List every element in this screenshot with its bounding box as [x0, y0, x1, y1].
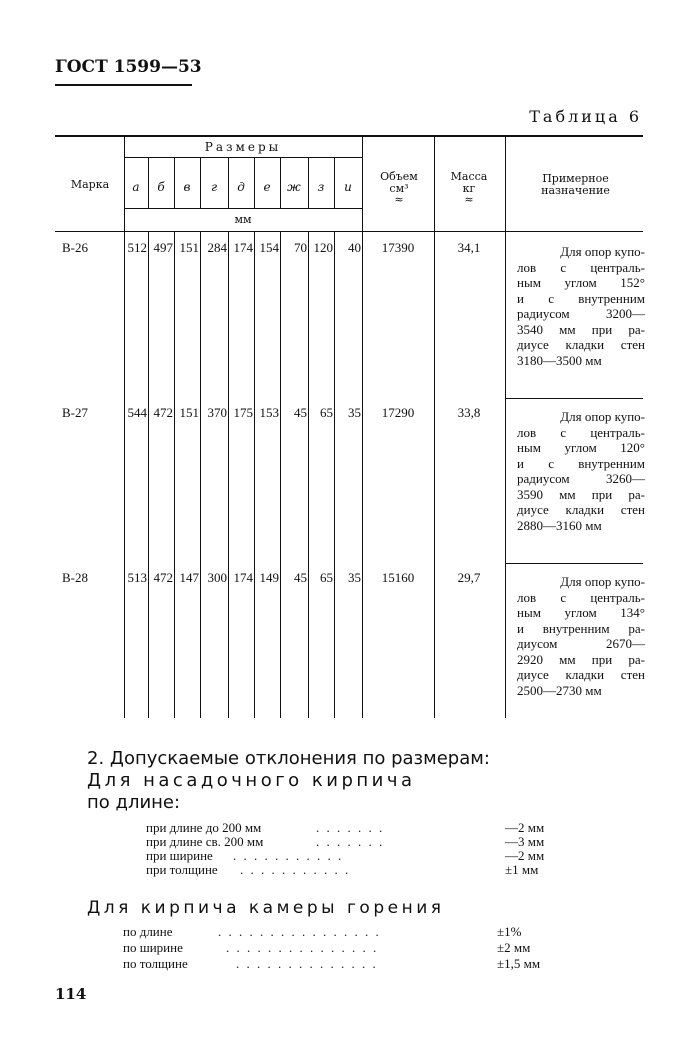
- column-rule: [362, 137, 363, 718]
- row-size-value: 35: [348, 570, 361, 585]
- tolerance-label: по ширине: [123, 940, 183, 955]
- purpose-line: лов с централь-: [517, 589, 645, 605]
- tolerance-label: при толщине: [146, 862, 218, 877]
- tolerance-value: ±2 мм: [497, 940, 531, 955]
- tolerance-value: —3 мм: [505, 834, 545, 849]
- tolerance-label: при длине до 200 мм: [146, 820, 262, 835]
- size-col-rule: [148, 232, 149, 718]
- purpose-line: 2920 мм при ра-: [517, 651, 645, 667]
- row-volume: 15160: [381, 570, 415, 585]
- header-size-7: ж: [287, 180, 301, 194]
- size-subcol-rule: [148, 158, 149, 208]
- tolerance-label: по толщине: [123, 956, 188, 971]
- purpose-line: радиусом 3260—: [517, 471, 645, 486]
- page-number: 114: [55, 985, 87, 1003]
- row-separator: [505, 398, 643, 399]
- row-volume: 17390: [381, 240, 415, 255]
- row-mass: 34,1: [457, 240, 481, 255]
- table-caption: Таблица 6: [529, 107, 642, 126]
- by-length-heading: по длине:: [87, 792, 181, 813]
- header-size-5: д: [237, 180, 245, 194]
- header-size-9: и: [344, 180, 352, 194]
- size-subcol-rule: [280, 158, 281, 208]
- purpose-line: и с внутренним: [517, 455, 645, 471]
- purpose-line: лов с централь-: [517, 259, 645, 275]
- row-size-value: 40: [348, 240, 361, 255]
- header-bottom-rule: [55, 231, 643, 232]
- size-subcol-rule: [200, 158, 201, 208]
- purpose-line: Для опор купо-: [560, 409, 645, 424]
- row-size-value: 513: [127, 570, 147, 585]
- header-mass-unit: кг: [462, 182, 476, 195]
- row-size-value: 45: [294, 570, 307, 585]
- purpose-line: радиусом 3200—: [517, 306, 645, 321]
- row-mark: В-27: [62, 405, 88, 420]
- size-subcol-rule: [228, 158, 229, 208]
- row-size-value: 149: [259, 570, 279, 585]
- tolerance-dots: . . . . . . .: [316, 834, 385, 849]
- row-size-value: 175: [233, 405, 253, 420]
- purpose-line: диусе кладки стен: [517, 502, 645, 517]
- row-size-value: 147: [179, 570, 199, 585]
- tolerance-value: ±1 мм: [505, 862, 539, 877]
- row-volume: 17290: [381, 405, 415, 420]
- row-size-value: 174: [233, 240, 253, 255]
- row-size-value: 151: [179, 240, 199, 255]
- header-marka: Марка: [70, 178, 110, 191]
- purpose-line: и с внутренним: [517, 290, 645, 306]
- size-col-rule: [280, 232, 281, 718]
- purpose-line: 2500—2730 мм: [517, 682, 602, 698]
- tolerance-dots: . . . . . . . . . . . . . .: [236, 956, 378, 971]
- column-rule: [124, 137, 125, 718]
- header-purpose-line2: назначение: [541, 184, 610, 197]
- row-size-value: 154: [259, 240, 279, 255]
- units-rule: [124, 208, 362, 209]
- tolerance-dots: . . . . . . . . . . .: [240, 862, 351, 877]
- column-rule: [434, 137, 435, 718]
- size-col-rule: [308, 232, 309, 718]
- row-size-value: 153: [259, 405, 279, 420]
- purpose-line: ным углом 134°: [517, 605, 645, 620]
- header-mass-approx: ≈: [464, 193, 474, 206]
- header-sizes-group: Размеры: [204, 140, 282, 154]
- row-size-value: 284: [207, 240, 227, 255]
- row-size-value: 472: [153, 570, 173, 585]
- row-size-value: 35: [348, 405, 361, 420]
- table-top-rule: [55, 135, 643, 137]
- row-size-value: 65: [320, 570, 333, 585]
- row-size-value: 497: [153, 240, 173, 255]
- tolerance-label: при ширине: [146, 848, 213, 863]
- row-size-value: 544: [127, 405, 147, 420]
- purpose-line: ным углом 120°: [517, 440, 645, 455]
- purpose-line: диусе кладки стен: [517, 337, 645, 352]
- row-size-value: 65: [320, 405, 333, 420]
- tolerance-dots: . . . . . . . . . . . . . . . .: [218, 924, 381, 939]
- purpose-line: диусе кладки стен: [517, 667, 645, 682]
- purpose-line: диусом 2670—: [517, 636, 645, 651]
- tolerances-heading: 2. Допускаемые отклонения по размерам:: [87, 748, 490, 769]
- row-purpose: [517, 409, 645, 533]
- purpose-line: 3180—3500 мм: [517, 352, 602, 368]
- row-purpose: [517, 244, 645, 368]
- tolerance-dots: . . . . . . . . . . . . . . .: [226, 940, 379, 955]
- header-rule: [55, 84, 192, 86]
- size-subcol-rule: [254, 158, 255, 208]
- tolerance-value: —2 мм: [505, 848, 545, 863]
- purpose-line: Для опор купо-: [560, 244, 645, 259]
- header-size-1: а: [132, 180, 140, 194]
- chamber-heading: Для кирпича камеры горения: [87, 898, 445, 918]
- header-size-2: б: [157, 180, 165, 194]
- purpose-line: 2880—3160 мм: [517, 517, 602, 533]
- header-size-6: е: [263, 180, 271, 194]
- purpose-line: лов с централь-: [517, 424, 645, 440]
- purpose-line: 3590 мм при ра-: [517, 486, 645, 502]
- size-subcol-rule: [174, 158, 175, 208]
- size-col-rule: [334, 232, 335, 718]
- header-purpose-line1: Примерное: [542, 172, 609, 185]
- purpose-line: и внутренним ра-: [517, 620, 645, 636]
- purpose-line: Для опор купо-: [560, 574, 645, 589]
- document-code: ГОСТ 1599—53: [55, 57, 202, 77]
- sizes-group-rule: [124, 157, 362, 158]
- row-size-value: 370: [207, 405, 227, 420]
- tolerance-dots: . . . . . . . . . . .: [233, 848, 344, 863]
- row-mass: 33,8: [457, 405, 481, 420]
- row-size-value: 70: [294, 240, 307, 255]
- row-mark: В-28: [62, 570, 88, 585]
- row-separator: [505, 563, 643, 564]
- size-col-rule: [200, 232, 201, 718]
- tolerance-value: ±1%: [497, 924, 522, 939]
- purpose-line: ным углом 152°: [517, 275, 645, 290]
- purpose-line: 3540 мм при ра-: [517, 321, 645, 337]
- size-col-rule: [228, 232, 229, 718]
- row-size-value: 151: [179, 405, 199, 420]
- size-subcol-rule: [334, 158, 335, 208]
- row-size-value: 45: [294, 405, 307, 420]
- tolerance-label: по длине: [123, 924, 173, 939]
- header-volume-approx: ≈: [394, 193, 404, 206]
- header-size-8: з: [317, 180, 325, 194]
- size-col-rule: [254, 232, 255, 718]
- tolerance-label: при длине св. 200 мм: [146, 834, 264, 849]
- row-size-value: 472: [153, 405, 173, 420]
- row-mass: 29,7: [457, 570, 481, 585]
- size-col-rule: [174, 232, 175, 718]
- header-size-3: в: [183, 180, 191, 194]
- row-size-value: 120: [313, 240, 333, 255]
- header-volume-label: Объем: [380, 170, 418, 183]
- row-purpose: [517, 574, 645, 698]
- header-size-4: г: [210, 180, 218, 194]
- header-units-mm: мм: [234, 213, 252, 226]
- row-mark: В-26: [62, 240, 88, 255]
- row-size-value: 300: [207, 570, 227, 585]
- size-subcol-rule: [308, 158, 309, 208]
- header-mass-label: Масса: [450, 170, 488, 183]
- header-volume-unit: см³: [389, 182, 409, 195]
- column-rule: [505, 137, 506, 718]
- nasadka-heading: Для насадочного кирпича: [87, 770, 416, 791]
- tolerance-value: ±1,5 мм: [497, 956, 541, 971]
- tolerance-dots: . . . . . . .: [316, 820, 385, 835]
- tolerance-value: —2 мм: [505, 820, 545, 835]
- row-size-value: 512: [127, 240, 147, 255]
- row-size-value: 174: [233, 570, 253, 585]
